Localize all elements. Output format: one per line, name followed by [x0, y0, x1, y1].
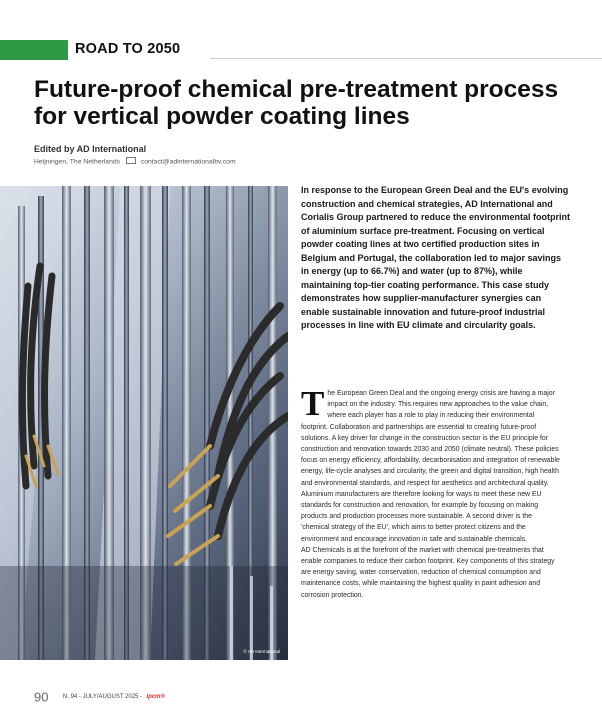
drop-cap: T	[301, 384, 325, 423]
body-paragraph: The European Green Deal and the ongoing energy crisis are having a major impact on the industry. This requires new approaches to the value chain, where each player has a role to play in reducing their environmental footprint. Collaboration and partnerships are essential to creating future-proof solutions. A key driver for change in the construction sector is the EU principle for construction and renovation towards 2030 and 2050 (climate neutral). These policies focus on energy efficiency, affordability, decarbonisation and integration of renewable energy, life-cycle analyses and circularity, the green and digital transition, high health and environmental standards, and respect for aesthetics and architectural quality.	[301, 384, 560, 487]
issue-info: N. 94 - JULY/AUGUST 2025 -	[62, 693, 143, 700]
envelope-icon	[126, 157, 136, 164]
magazine-logo: ipcm®	[146, 693, 165, 700]
location-line	[34, 158, 236, 165]
byline: Edited by AD International	[34, 144, 147, 154]
powder-coating-line-image	[0, 186, 288, 660]
body-paragraph: Aluminium manufacturers are therefore looking for ways to meet these new EU standards for construction and renovation, for example by focusing on making products and production processes more sustainable. A second driver is the 'chemical strategy of the EU', which aims to better protect citizens and the environment and encourage innovation in safe and sustainable chemicals.	[301, 490, 542, 543]
location: Heijningen, The Netherlands	[34, 158, 121, 166]
contact-email[interactable]: contact@adinternationalbv.com	[140, 158, 236, 166]
article-intro: In response to the European Green Deal and the EU's evolving construction and chemical strategies, AD International and Corialis Group partnered to reduce the environmental footprint of aluminium surface pre-treatment. Focusing on vertical powder coating lines at two certified production sites in Belgium and Portugal, the collaboration led to major savings in energy (up to 66.7%) and water (up to 87%), while maintaining top-tier coating performance. This case study demonstrates how supplier-manufacturer synergies can enable sustainable innovation and future-proof industrial processes in line with EU climate and circularity goals.	[301, 185, 571, 330]
article-body	[301, 384, 561, 601]
section-label: ROAD TO 2050	[75, 41, 181, 57]
article-photo	[0, 186, 288, 660]
section-accent-bar	[0, 40, 68, 60]
page-footer	[34, 688, 165, 706]
section-rule	[210, 58, 602, 59]
body-paragraph: AD Chemicals is at the forefront of the market with chemical pre-treatments that enable companies to reduce their carbon footprint. Key components of this strategy are energy saving, water conservation, reduction of chemical consumption and maintenance costs, while maintaining the highest quality in paint adhesion and corrosion protection.	[301, 546, 555, 599]
article-title: Future-proof chemical pre-treatment process for vertical powder coating lines	[34, 76, 559, 130]
page-number: 90	[34, 689, 49, 705]
section-header	[0, 40, 602, 60]
photo-credit: © AD International	[243, 649, 280, 654]
